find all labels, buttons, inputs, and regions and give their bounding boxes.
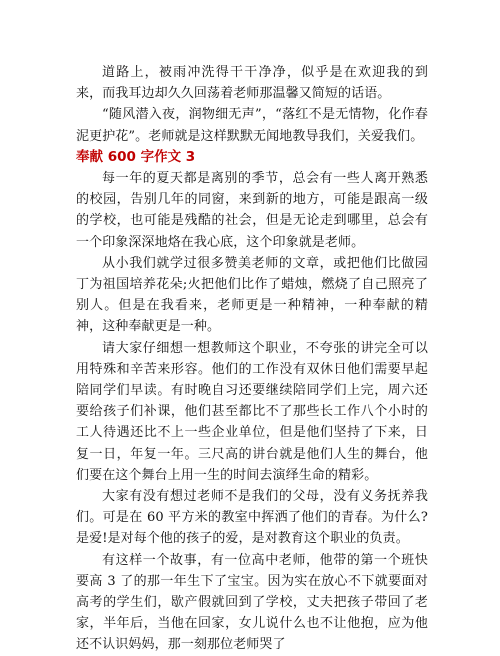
paragraph: 请大家仔细想一想教师这个职业，不夸张的讲完全可以用特殊和辛苦来形容。他们的工作没有双休日他们需要早起陪同学们早读。有时晚自习还要继续陪同学们上完，周六还要给孩子们补课，他们甚至都比不了那些长工作八个小时的工人待遇还比不上一些企业单位，但是他们坚持了下来，日复一日，年复一年。三尺高的讲台就是他们人生的舞台，他们要在这个舞台上用一生的时间去演绎生命的精彩。 xyxy=(76,340,428,483)
paragraph: 从小我们就学过很多赞美老师的文章，或把他们比做园丁为祖国培养花朵;火把他们比作了蜡烛，燃烧了自己照亮了别人。但是在我看来，老师更是一种精神，一种奉献的精神，这种奉献更是一种。 xyxy=(76,255,428,335)
paragraph: 有这样一个故事，有一位高中老师，他带的第一个班快要高 3 了的那一年生下了宝宝。因为实在放心不下就要面对高考的学生们，歇产假就回到了学校，丈夫把孩子带回了老家，半年后，当他在回家，女儿说什么也不让他抱，应为他还不认识妈妈，那一刻那位老师哭了 xyxy=(76,552,428,653)
paragraph: “随风潜入夜，润物细无声”，“落红不是无情物，化作春泥更护花”。老师就是这样默默无闻地教导我们，关爱我们。 xyxy=(76,107,428,144)
paragraph: 大家有没有想过老师不是我们的父母，没有义务抚养我们。可是在 60 平方米的教室中挥洒了他们的青春。为什么?是爱!是对每个他的孩子的爱，是对教育这个职业的负责。 xyxy=(76,489,428,547)
document-body xyxy=(76,62,428,656)
section-heading: 奉献 600 字作文 3 xyxy=(76,148,196,165)
paragraph: 每一年的夏天都是离别的季节，总会有一些人离开熟悉的校园，告别几年的同窗，来到新的地方，可能是跟高一级的学校，也可能是残酷的社会，但是无论走到哪里，总会有一个印象深深地烙在我心底，这个印象就是老师。 xyxy=(76,171,428,250)
paragraph: 道路上，被雨冲洗得干干净净，似乎是在欢迎我的到来，而我耳边却久久回荡着老师那温馨又简短的话语。 xyxy=(76,65,428,102)
